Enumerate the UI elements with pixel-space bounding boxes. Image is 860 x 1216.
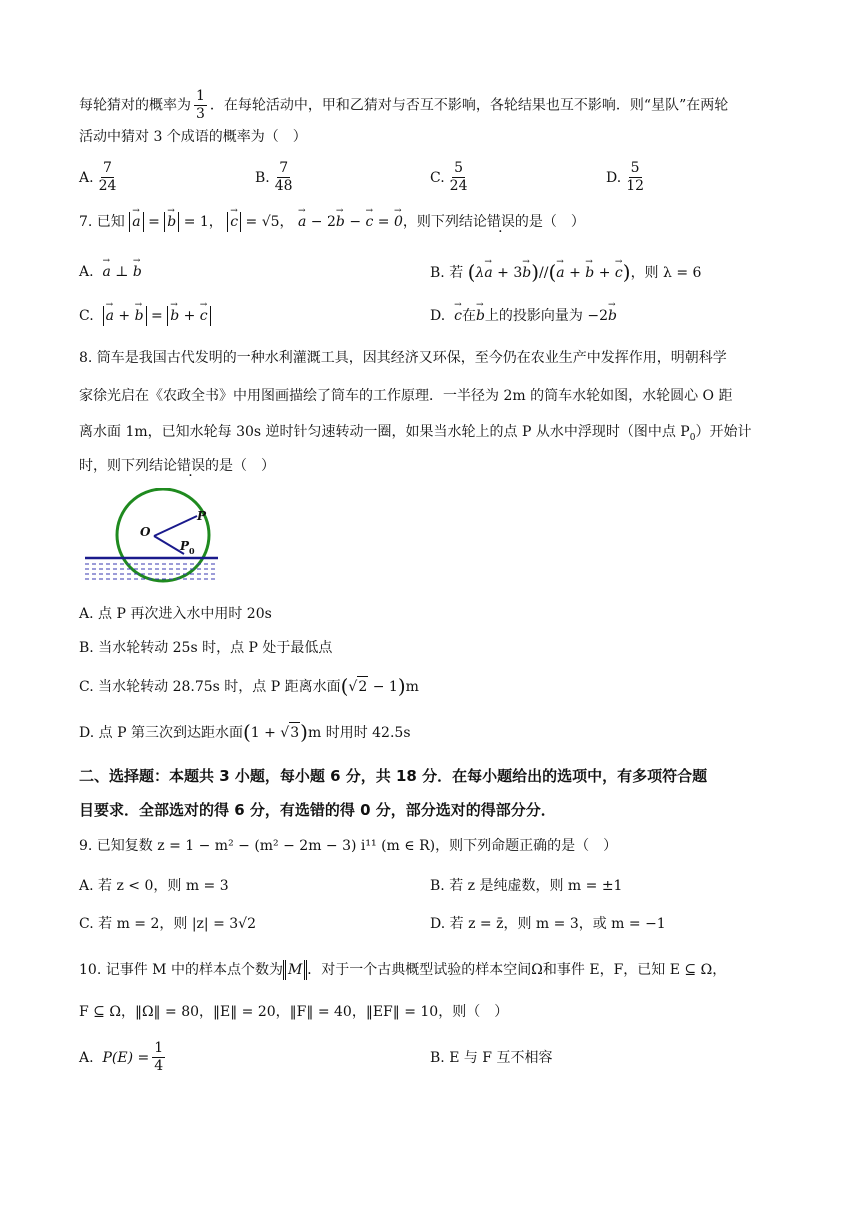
option-label: A. <box>79 169 94 186</box>
q6-option-b <box>255 160 298 195</box>
q9-option-a: A. 若 z < 0，则 m = 3 <box>79 878 229 894</box>
option-label: A. <box>79 264 94 280</box>
q8-optc-unit: m <box>405 679 419 695</box>
q7-option-b: B. 若 (λ→ a + 3→ b)//(→ a + → b + → c)，则 λ = 6 <box>430 262 701 283</box>
water-wheel-figure <box>80 488 230 588</box>
q7-tail: 的是（ ） <box>514 214 585 230</box>
q8-line3 <box>79 422 751 448</box>
option-den: 24 <box>98 178 117 194</box>
q10-line1 <box>79 960 726 980</box>
q8-option-d: D. 点 P 第三次到达距水面(1 + √3)m 时用时 42.5s <box>79 720 411 744</box>
q8-option-b: B. 当水轮转动 25s 时，点 P 处于最低点 <box>79 640 333 656</box>
parallel-symbol: // <box>539 265 549 281</box>
q7-eq3: ，则下列结论 <box>402 214 487 230</box>
q7-norm-c: → c <box>227 212 241 232</box>
q10-line1-b: ．对于一个古典概型试验的样本空间Ω和事件 E，F，已知 E ⊆ Ω， <box>307 962 727 978</box>
q9-option-c: C. 若 m = 2，则 |z| = 3√2 <box>79 916 257 932</box>
q7-err-emphasis: 错误 <box>486 214 515 230</box>
q8-optd-tail: m 时用时 42.5s <box>307 725 411 741</box>
q8-err-emphasis: 错误 <box>177 458 205 474</box>
q7-optb-tail: ，则 λ = 6 <box>630 265 702 281</box>
q8-line4-a: 时，则下列结论 <box>79 458 177 474</box>
q9-stem: 9. 已知复数 z = 1 − m² − (m² − 2m − 3) i¹¹ (m ∈ R)，则下列命题正确的是（ ） <box>79 838 618 854</box>
option-den: 48 <box>274 178 293 194</box>
q8-optd-text: D. 点 P 第三次到达距水面 <box>79 725 243 741</box>
q10-option-b: B. E 与 F 互不相容 <box>430 1050 553 1066</box>
q7-option-c: C. → a + → b = → b + → c <box>79 306 211 326</box>
q8-line3-sub: 0 <box>689 432 696 443</box>
q10-line1-a: 10. 记事件 M 中的样本点个数为 <box>79 962 283 978</box>
q10-line2: F ⊆ Ω，‖Ω‖ = 80，‖E‖ = 20，‖F‖ = 40，‖EF‖ = 10，则（ ） <box>79 1004 509 1020</box>
q7-norm-a: → a <box>129 212 143 232</box>
q9-option-b: B. 若 z 是纯虚数，则 m = ±1 <box>430 878 623 894</box>
q6-frac-den: 3 <box>196 106 205 122</box>
q7-prefix: 7. 已知 <box>79 214 125 230</box>
option-num: 5 <box>630 160 640 176</box>
q9-option-d: D. 若 z = z̄，则 m = 3，或 m = −1 <box>430 916 666 932</box>
option-num: 5 <box>454 160 464 176</box>
q8-line3-a: 离水面 1m，已知水轮每 30s 逆时针匀速转动一圈，如果当水轮上的点 P 从水中浮现时（图中点 P <box>79 424 690 440</box>
radius-op <box>154 516 197 536</box>
q6-fraction <box>194 88 207 123</box>
q6-option-c <box>430 160 473 195</box>
q10-opta-expr: P(E) = <box>102 1049 150 1066</box>
q7-optd-text: 在 <box>461 308 476 324</box>
option-label: C. <box>79 308 94 324</box>
q7-stem: 7. 已知 → a = → b = 1， → c = √5， → a − 2→ b − → c = → 0，则下列结论错误的是（ ） <box>79 212 585 232</box>
q7-eq2: = √5， <box>245 214 294 230</box>
q6-text-b: ．在每轮活动中，甲和乙猜对与否互不影响，各轮结果也互不影响．则“星队”在两轮 <box>209 97 729 114</box>
q8-line4-b: 的是（ ） <box>205 458 275 474</box>
q8-option-c: C. 当水轮转动 28.75s 时，点 P 距离水面(√2 − 1)m <box>79 674 419 698</box>
q7-vector-eq: → a − 2→ b − → c = → 0 <box>298 214 403 230</box>
option-label: D. <box>430 308 446 324</box>
label-o: O <box>140 525 151 539</box>
option-label: A. <box>79 1049 94 1066</box>
q7-optd-tail: 上的投影向量为 −2 <box>484 308 608 324</box>
section2-heading-line2: 目要求．全部选对的得 6 分，有选错的得 0 分，部分选对的得部分分． <box>79 801 556 819</box>
label-p: P <box>197 509 207 523</box>
q7-norm-b: → b <box>164 212 179 232</box>
option-den: 24 <box>449 178 468 194</box>
lambda-symbol: λ <box>475 265 485 281</box>
q6-line2: 活动中猜对 3 个成语的概率为（ ） <box>79 129 307 145</box>
option-num: 7 <box>103 160 112 176</box>
section2-heading: 二、选择题：本题共 3 小题，每小题 6 分，共 18 分．在每小题给出的选项中，有多项符合题 <box>79 767 708 785</box>
option-label: B. <box>255 169 270 186</box>
option-den: 4 <box>154 1058 164 1074</box>
wheel-circle <box>117 489 209 581</box>
q8-option-a: A. 点 P 再次进入水中用时 20s <box>79 606 272 622</box>
label-p0-sub: 0 <box>189 546 195 556</box>
q6-option-a <box>79 160 121 195</box>
q6-line1 <box>79 88 728 123</box>
label-p0: P <box>180 539 190 553</box>
q8-line4 <box>79 456 275 476</box>
q8-line1: 8. 筒车是我国古代发明的一种水利灌溉工具，因其经济又环保，至今仍在农业生产中发挥作用，明朝科学 <box>79 350 727 366</box>
coef-3: 3 <box>513 265 523 281</box>
q8-line3-b: ）开始计 <box>695 424 752 440</box>
option-den: 12 <box>626 178 645 194</box>
q6-text-a: 每轮猜对的概率为 <box>79 97 191 114</box>
q8-optc-text: C. 当水轮转动 28.75s 时，点 P 距离水面 <box>79 679 341 695</box>
option-num: 1 <box>154 1040 164 1056</box>
option-num: 7 <box>279 160 289 176</box>
option-label: D. <box>606 169 622 186</box>
q10-norm-m: M <box>283 960 307 980</box>
q8-line2: 家徐光启在《农政全书》中用图画描绘了筒车的工作原理．一半径为 2m 的筒车水轮如图，水轮圆心 O 距 <box>79 388 733 404</box>
option-label: C. <box>430 169 445 186</box>
q6-frac-num: 1 <box>196 88 205 104</box>
q10-option-a <box>79 1040 168 1075</box>
q7-option-d: D. → c在→ b上的投影向量为 −2→ b <box>430 306 617 326</box>
q6-option-d <box>606 160 649 195</box>
option-label: B. 若 <box>430 265 464 281</box>
q7-option-a: A. → a ⊥ → b <box>79 262 142 282</box>
q7-eq1: = 1， <box>183 214 223 230</box>
